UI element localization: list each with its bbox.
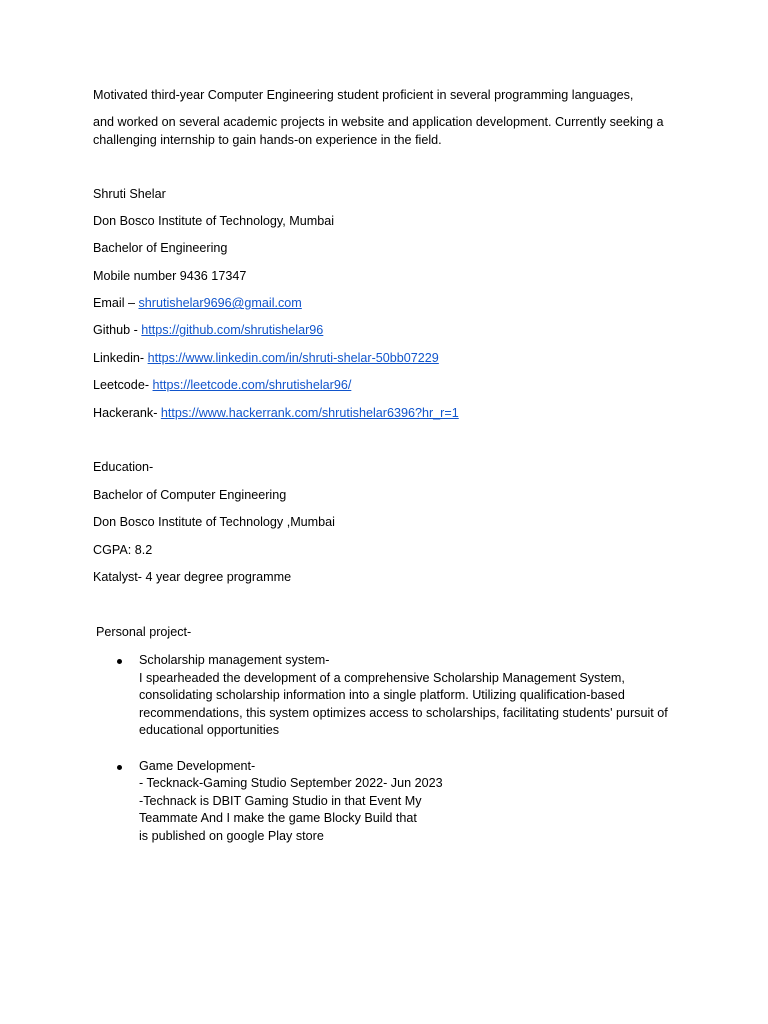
contact-hackerank-row — [93, 405, 459, 423]
education-degree: Bachelor of Computer Engineering — [93, 488, 287, 502]
bullet-icon — [117, 765, 122, 770]
project-description: I spearheaded the development of a comprehensive Scholarship Management System, consolidating scholarship information into a single platform. Utilizing qualification-based recommendations, this system optimizes access to scholarships, facilitating students' pursuit of educational opportunities — [139, 670, 668, 737]
education-cgpa: CGPA: 8.2 — [93, 543, 153, 557]
hackerank-link[interactable]: https://www.hackerrank.com/shrutishelar6396?hr_r=1 — [160, 406, 459, 420]
contact-linkedin-row — [93, 350, 439, 368]
contact-name: Shruti Shelar — [93, 187, 166, 201]
leetcode-link[interactable]: https://leetcode.com/shrutishelar96/ — [152, 378, 352, 392]
email-link[interactable]: shrutishelar9696@gmail.com — [138, 296, 302, 310]
contact-email-row — [93, 295, 302, 313]
education-programme: Katalyst- 4 year degree programme — [93, 570, 292, 584]
github-label: Github - — [93, 323, 142, 337]
list-item — [139, 758, 679, 846]
contact-mobile: Mobile number 9436 17347 — [93, 269, 247, 283]
project-line: - Tecknack-Gaming Studio September 2022- Jun 2023 — [139, 776, 443, 790]
summary-line-2: and worked on several academic projects in website and application development. Currently seeking a challenging internship to gain hands-on experience in the field. — [93, 115, 664, 147]
projects-heading: Personal project- — [96, 625, 192, 639]
contact-github-row — [93, 322, 323, 340]
contact-leetcode-row — [93, 377, 351, 395]
leetcode-label: Leetcode- — [93, 378, 153, 392]
contact-degree: Bachelor of Engineering — [93, 241, 228, 255]
project-title: Game Development- — [139, 758, 256, 773]
list-item — [139, 652, 679, 740]
project-line: -Technack is DBIT Gaming Studio in that Event My — [139, 793, 422, 808]
summary-line-1: Motivated third-year Computer Engineering student proficient in several programming languages, — [93, 88, 634, 102]
github-link[interactable]: https://github.com/shrutishelar96 — [141, 323, 324, 337]
project-list — [139, 652, 679, 845]
linkedin-link[interactable]: https://www.linkedin.com/in/shruti-shelar-50bb07229 — [147, 351, 439, 365]
education-heading: Education- — [93, 460, 154, 474]
project-line: Teammate And I make the game Blocky Build that — [139, 811, 417, 825]
hackerank-label: Hackerank- — [93, 406, 161, 420]
education-institute: Don Bosco Institute of Technology ,Mumbai — [93, 515, 335, 529]
project-title: Scholarship management system- — [139, 653, 330, 667]
linkedin-label: Linkedin- — [93, 351, 148, 365]
contact-institute: Don Bosco Institute of Technology, Mumbai — [93, 214, 335, 228]
project-line: is published on google Play store — [139, 828, 324, 843]
bullet-icon — [117, 659, 122, 664]
email-label: Email – — [93, 296, 139, 310]
